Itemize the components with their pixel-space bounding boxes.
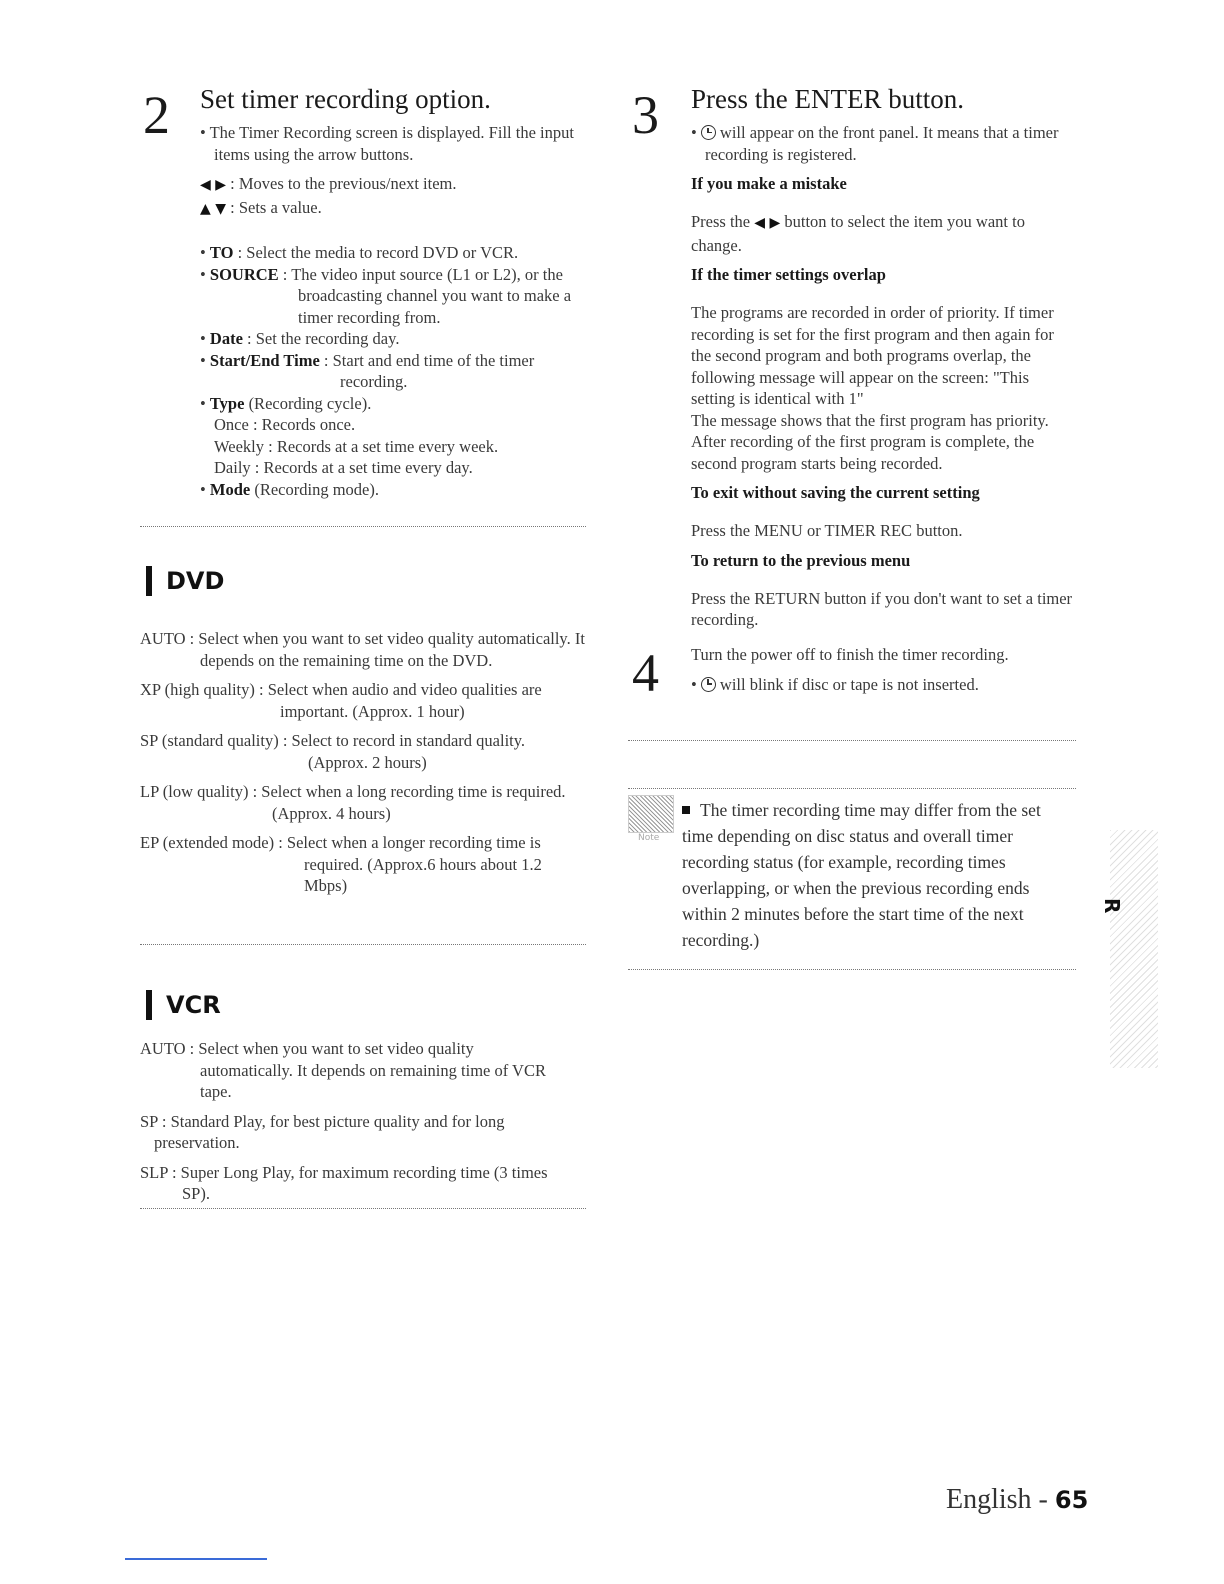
step-4-title: Turn the power off to finish the timer recording.: [691, 645, 1009, 664]
up-down-arrow-icon: ▲ ▼: [200, 200, 226, 217]
return-heading: To return to the previous menu: [691, 550, 911, 570]
overlap-heading: If the timer settings overlap: [691, 265, 886, 284]
dvd-mode-entry: EP (extended mode) : Select when a longer recording time is required. (Approx.6 hours about 1.2 Mbps): [140, 833, 542, 895]
dvd-mode-entry: XP (high quality) : Select when audio and video qualities are important. (Approx. 1 hour): [140, 680, 542, 721]
divider: [628, 740, 1076, 741]
option-mode: • Mode (Recording mode).: [200, 479, 379, 499]
vcr-mode-entry: SLP : Super Long Play, for maximum recording time (3 times SP).: [140, 1162, 548, 1203]
step-3-number: 3: [632, 85, 659, 145]
option-source: • SOURCE : The video input source (L1 or L2), or the broadcasting channel you want to make a timer recording from.: [200, 264, 572, 327]
overlap-body: The programs are recorded in order of priority. If timer recording is set for the first program and then again for the second program and both programs overlap, the following message will appear on the screen: "This setting is identical with 1": [691, 303, 1054, 408]
vcr-modes: [140, 1038, 570, 1213]
overlap-body-2: The message shows that the first program has priority. After recording of the first program is complete, the second program starts being recorded.: [691, 410, 1049, 473]
note-box: [628, 788, 1076, 970]
step-2-title: Set timer recording option.: [200, 84, 491, 114]
left-right-arrow-icon: ◀ ▶: [200, 177, 226, 193]
step-2-intro: • The Timer Recording screen is displayed. Fill the input items using the arrow buttons.: [200, 123, 574, 164]
mistake-body: Press the ◀ ▶ button to select the item you want to change.: [691, 212, 1025, 255]
type-daily: Daily : Records at a set time every day.: [214, 458, 473, 477]
step-2-number: 2: [143, 85, 170, 145]
dvd-mode-entry: SP (standard quality) : Select to record in standard quality. (Approx. 2 hours): [140, 731, 526, 772]
type-once: Once : Records once.: [214, 415, 356, 434]
step-3-title: Press the ENTER button.: [691, 84, 964, 114]
bottom-rule: [125, 1558, 267, 1560]
dvd-heading: DVD: [146, 566, 224, 596]
lr-arrows-desc: : Moves to the previous/next item.: [230, 174, 457, 193]
footer-language: English -: [946, 1484, 1048, 1515]
step-3-content: [691, 122, 1076, 631]
page-number: 65: [1054, 1486, 1089, 1514]
step-4-number: 4: [632, 643, 659, 703]
mistake-heading: If you make a mistake: [691, 174, 847, 193]
page-footer: [946, 1484, 1088, 1516]
left-right-arrow-icon: ◀ ▶: [754, 215, 781, 231]
type-weekly: Weekly : Records at a set time every week.: [214, 436, 499, 456]
note-icon: [628, 795, 674, 833]
timer-clock-icon: [701, 125, 716, 140]
note-label: Note: [638, 833, 660, 843]
dvd-mode-entry: AUTO : Select when you want to set video quality automatically. It depends on the remaining time on the DVD.: [140, 629, 585, 670]
exit-body: Press the MENU or TIMER REC button.: [691, 521, 963, 540]
heading-bar: [146, 990, 152, 1020]
heading-bar: [146, 566, 152, 596]
dvd-modes: [140, 628, 586, 905]
note-text: The timer recording time may differ from the set time depending on disc status and overall timer recording status (for example, recording times overlapping, or when the previous recording ends within 2 minutes before the start time of the next recording.): [682, 800, 1041, 950]
option-to: • TO : Select the media to record DVD or VCR.: [200, 243, 519, 262]
step-4-content: [691, 644, 1076, 695]
side-tab: [1110, 830, 1158, 1068]
ud-arrows-desc: : Sets a value.: [230, 197, 322, 217]
step-2-content: [200, 122, 590, 500]
option-start-end-time: • Start/End Time : Start and end time of the timer recording.: [200, 350, 535, 391]
option-date: • Date : Set the recording day.: [200, 329, 400, 348]
square-bullet-icon: [682, 806, 690, 814]
divider: [140, 526, 586, 527]
exit-heading: To exit without saving the current setting: [691, 483, 980, 502]
vcr-heading: VCR: [146, 990, 221, 1020]
dvd-mode-entry: LP (low quality) : Select when a long recording time is required.(Approx. 4 hours): [140, 782, 566, 823]
lr-arrows-line: [200, 173, 590, 197]
option-type: • Type (Recording cycle).: [200, 393, 372, 413]
divider: [140, 1208, 586, 1209]
return-body: Press the RETURN button if you don't want to set a timer recording.: [691, 588, 1073, 629]
ud-arrows-line: [200, 197, 590, 221]
vcr-mode-entry: SP : Standard Play, for best picture quality and for long preservation.: [140, 1111, 505, 1152]
step-3-intro: • will appear on the front panel. It means that a timer recording is registered.: [691, 123, 1059, 164]
step-4-bullet: • will blink if disc or tape is not inserted.: [691, 674, 979, 694]
vcr-mode-entry: AUTO : Select when you want to set video quality automatically. It depends on remaining time of VCR tape.: [140, 1039, 546, 1101]
timer-clock-icon: [701, 677, 716, 692]
side-tab-letter: R: [1100, 898, 1124, 914]
divider: [140, 944, 586, 945]
